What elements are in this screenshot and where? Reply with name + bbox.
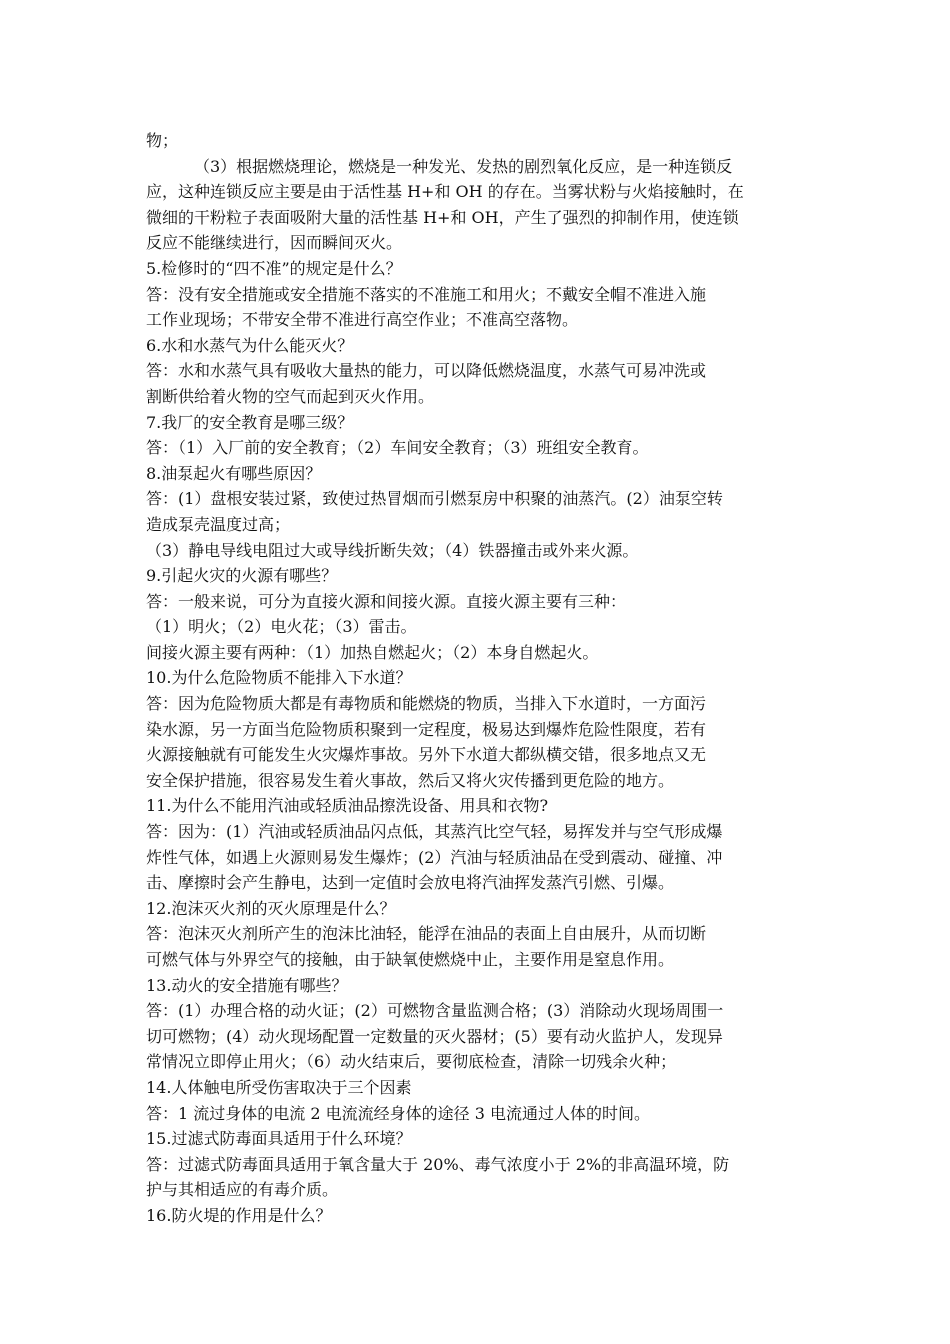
text-line: （1）明火；（2）电火花；（3）雷击。 — [146, 617, 417, 637]
document-page — [146, 128, 810, 1229]
question-heading: 16.防火堤的作用是什么？ — [146, 1205, 332, 1225]
question-heading: 11.为什么不能用汽油或轻质油品擦洗设备、用具和衣物? — [146, 796, 549, 816]
question-heading: 14.人体触电所受伤害取决于三个因素 — [146, 1077, 412, 1097]
text-line: 切可燃物；(4）动火现场配置一定数量的灭火器材；(5）要有动火监护人，发现异 — [146, 1026, 723, 1046]
text-line: 割断供给着火物的空气而起到灭火作用。 — [146, 386, 435, 406]
text-line: 造成泵壳温度过高； — [146, 514, 291, 534]
text-line: 可燃气体与外界空气的接触，由于缺氧使燃烧中止，主要作用是窒息作用。 — [146, 950, 675, 969]
text-line: 答：泡沫灭火剂所产生的泡沫比油轻，能浮在油品的表面上自由展升，从而切断 — [146, 924, 707, 944]
text-line: 火源接触就有可能发生火灾爆炸事故。另外下水道大都纵横交错，很多地点又无 — [146, 745, 707, 765]
text-line: 答：过滤式防毒面具适用于氧含量大于 20%、毒气浓度小于 2%的非高温环境，防 — [146, 1154, 730, 1174]
text-line: 安全保护措施，很容易发生着火事故，然后又将火灾传播到更危险的地方。 — [146, 770, 675, 790]
text-line: 答：没有安全措施或安全措施不落实的不准施工和用火；不戴安全帽不准进入施 — [146, 284, 707, 304]
text-line: 反应不能继续进行，因而瞬间灭火。 — [146, 233, 403, 253]
question-heading: 10.为什么危险物质不能排入下水道？ — [146, 668, 412, 688]
question-heading: 6.水和水蒸气为什么能灭火？ — [146, 335, 354, 355]
text-line: 答：水和水蒸气具有吸收大量热的能力，可以降低燃烧温度，水蒸气可易冲洗或 — [146, 361, 707, 381]
text-line: 常情况立即停止用火；（6）动火结束后，要彻底检查，清除一切残余火种； — [146, 1052, 677, 1072]
text-line: 应，这种连锁反应主要是由于活性基 H+和 OH 的存在。当雾状粉与火焰接触时，在 — [146, 182, 744, 202]
question-heading: 7.我厂的安全教育是哪三级？ — [146, 412, 354, 432]
text-line: 击、摩擦时会产生静电，达到一定值时会放电将汽油挥发蒸汽引燃、引爆。 — [146, 873, 675, 893]
question-heading: 13.动火的安全措施有哪些？ — [146, 975, 348, 995]
question-heading: 5.检修时的“四不准”的规定是什么？ — [146, 258, 402, 278]
text-line: 答：因为危险物质大都是有毒物质和能燃烧的物质，当排入下水道时，一方面污 — [146, 694, 707, 714]
text-line: 间接火源主要有两种：（1）加热自燃起火；（2）本身自燃起火。 — [146, 642, 599, 662]
text-line: 答：(1）盘根安装过紧，致使过热冒烟而引燃泵房中积聚的油蒸汽。(2）油泵空转 — [146, 489, 723, 509]
question-heading: 12.泡沫灭火剂的灭火原理是什么？ — [146, 898, 396, 918]
text-line: 炸性气体，如遇上火源则易发生爆炸；(2）汽油与轻质油品在受到震动、碰撞、冲 — [146, 847, 723, 867]
text-line: 护与其相适应的有毒介质。 — [146, 1180, 339, 1200]
text-line: 答：（1）入厂前的安全教育；（2）车间安全教育；（3）班组安全教育。 — [146, 438, 649, 458]
text-line: 答：因为：(1）汽油或轻质油品闪点低，其蒸汽比空气轻，易挥发并与空气形成爆 — [146, 822, 723, 842]
text-line: 染水源，另一方面当危险物质积聚到一定程度，极易达到爆炸危险性限度，若有 — [146, 719, 707, 739]
text-line: （3）静电导线电阻过大或导线折断失效；（4）铁器撞击或外来火源。 — [146, 540, 639, 560]
text-line: 答：(1）办理合格的动火证；(2）可燃物含量监测合格；(3）消除动火现场周围一 — [146, 1001, 724, 1021]
question-heading: 15.过滤式防毒面具适用于什么环境？ — [146, 1129, 412, 1149]
text-line: 工作业现场；不带安全带不准进行高空作业；不准高空落物。 — [146, 310, 579, 330]
text-line: 答：一般来说，可分为直接火源和间接火源。直接火源主要有三种： — [146, 591, 627, 611]
text-line: 答：1 流过身体的电流 2 电流流经身体的途径 3 电流通过人体的时间。 — [146, 1103, 650, 1123]
question-heading: 9.引起火灾的火源有哪些？ — [146, 566, 338, 586]
question-heading: 8.油泵起火有哪些原因？ — [146, 463, 322, 483]
text-line: （3）根据燃烧理论，燃烧是一种发光、发热的剧烈氧化反应，是一种连锁反 — [194, 156, 733, 176]
text-line: 物； — [146, 131, 179, 150]
text-line: 微细的干粉粒子表面吸附大量的活性基 H+和 OH，产生了强烈的抑制作用，使连锁 — [146, 207, 739, 227]
